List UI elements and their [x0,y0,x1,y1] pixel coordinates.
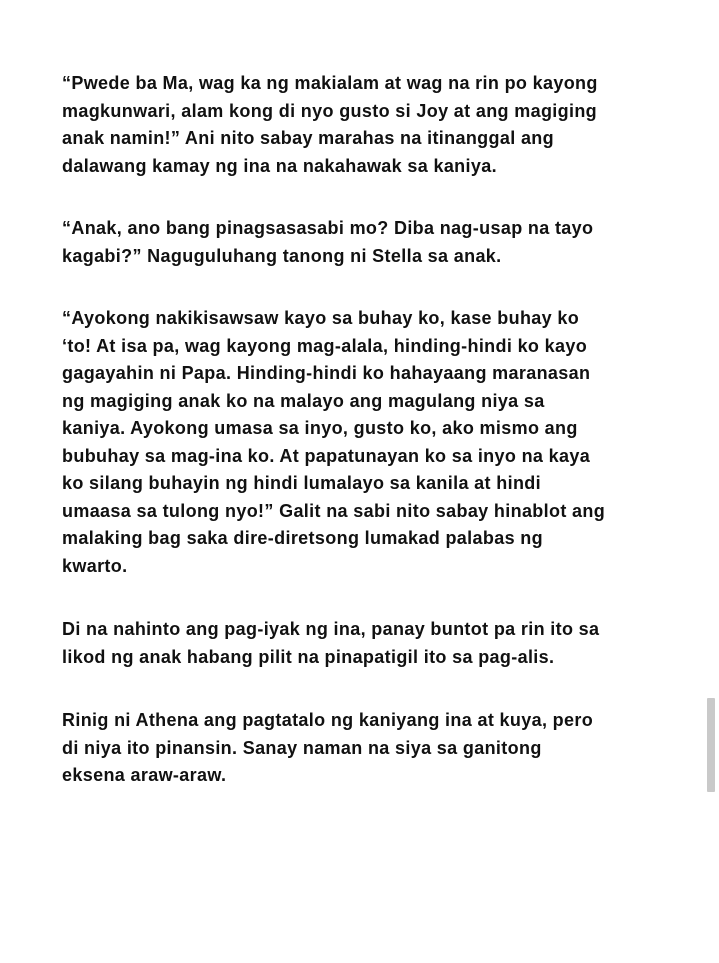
paragraph-2 [62,215,672,270]
text-line: malaking bag saka dire-diretsong lumakad palabas ng [62,528,543,548]
text-line: gagayahin ni Papa. Hinding-hindi ko hahayaang maranasan [62,363,591,383]
text-line: umaasa sa tulong nyo!” Galit na sabi nito sabay hinablot ang [62,500,606,521]
story-text [62,70,672,790]
text-line: likod ng anak habang pilit na pinapatigil ito sa pag-alis. [62,646,555,667]
text-line: dalawang kamay ng ina na nakahawak sa kaniya. [62,155,497,176]
text-line: kwarto. [62,555,128,576]
text-line: kaniya. Ayokong umasa sa inyo, gusto ko, ako mismo ang [62,418,578,438]
paragraph-3 [62,305,672,580]
paragraph-4 [62,616,672,671]
text-line: ng magiging anak ko na malayo ang magulang niya sa [62,390,545,411]
text-line: “Pwede ba Ma, wag ka ng makialam at wag na rin po kayong [62,73,598,93]
text-line: magkunwari, alam kong di nyo gusto si Joy at ang magiging [62,100,598,121]
paragraph-5 [62,707,672,790]
paragraph-1 [62,70,672,180]
text-line: eksena araw-araw. [62,765,227,785]
text-line: Rinig ni Athena ang pagtatalo ng kaniyang ina at kuya, pero [62,710,594,730]
text-line: ko silang buhayin ng hindi lumalayo sa kanila at hindi [62,473,541,493]
text-line: “Ayokong nakikisawsaw kayo sa buhay ko, kase buhay ko [62,308,580,328]
text-line: ‘to! At isa pa, wag kayong mag-alala, hinding-hindi ko kayo [62,335,588,356]
text-line: “Anak, ano bang pinagsasasabi mo? Diba nag-usap na tayo [62,218,594,238]
text-line: kagabi?” Naguguluhang tanong ni Stella sa anak. [62,245,502,266]
text-line: di niya ito pinansin. Sanay naman na siya sa ganitong [62,737,542,758]
scrollbar-thumb[interactable] [707,698,715,792]
text-line: bubuhay sa mag-ina ko. At papatunayan ko sa inyo na kaya [62,445,591,466]
text-line: Di na nahinto ang pag-iyak ng ina, panay buntot pa rin ito sa [62,619,600,639]
text-line: anak namin!” Ani nito sabay marahas na itinanggal ang [62,128,554,148]
